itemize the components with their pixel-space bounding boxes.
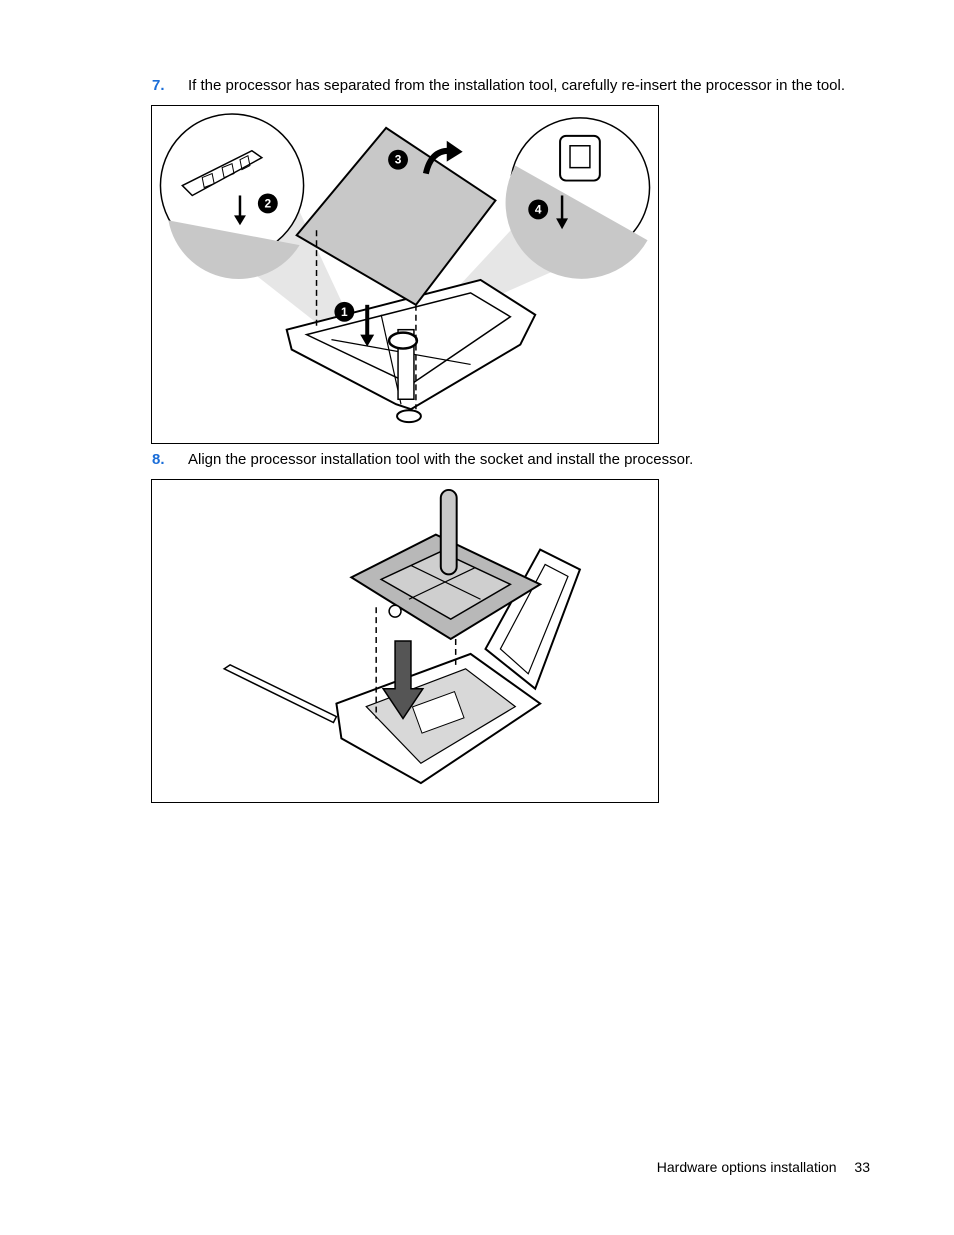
- step-number: 8.: [152, 451, 165, 468]
- tool-handle-top: [389, 333, 417, 349]
- page-number: 33: [854, 1159, 870, 1175]
- socket-lever: [224, 665, 336, 723]
- callout-3-label: 3: [394, 152, 402, 167]
- step-text: If the processor has separated from the installation tool, carefully re-insert the processor in the tool.: [188, 77, 845, 94]
- processor-tool-illustration: [151, 105, 659, 444]
- processor-tool-drawing: [152, 106, 658, 443]
- tool-handle: [441, 490, 457, 574]
- page-footer: [657, 1159, 870, 1175]
- callout-1-label: 1: [341, 304, 348, 319]
- step-text: Align the processor installation tool with the socket and install the processor.: [188, 451, 694, 468]
- alignment-marker-icon: [389, 605, 401, 617]
- socket-install-drawing: [152, 480, 658, 802]
- socket-install-illustration: [151, 479, 659, 803]
- step-number: 7.: [152, 77, 165, 94]
- callout-2-label: 2: [264, 196, 272, 211]
- footer-section: Hardware options installation: [656, 1159, 837, 1175]
- callout-4-label: 4: [534, 202, 542, 217]
